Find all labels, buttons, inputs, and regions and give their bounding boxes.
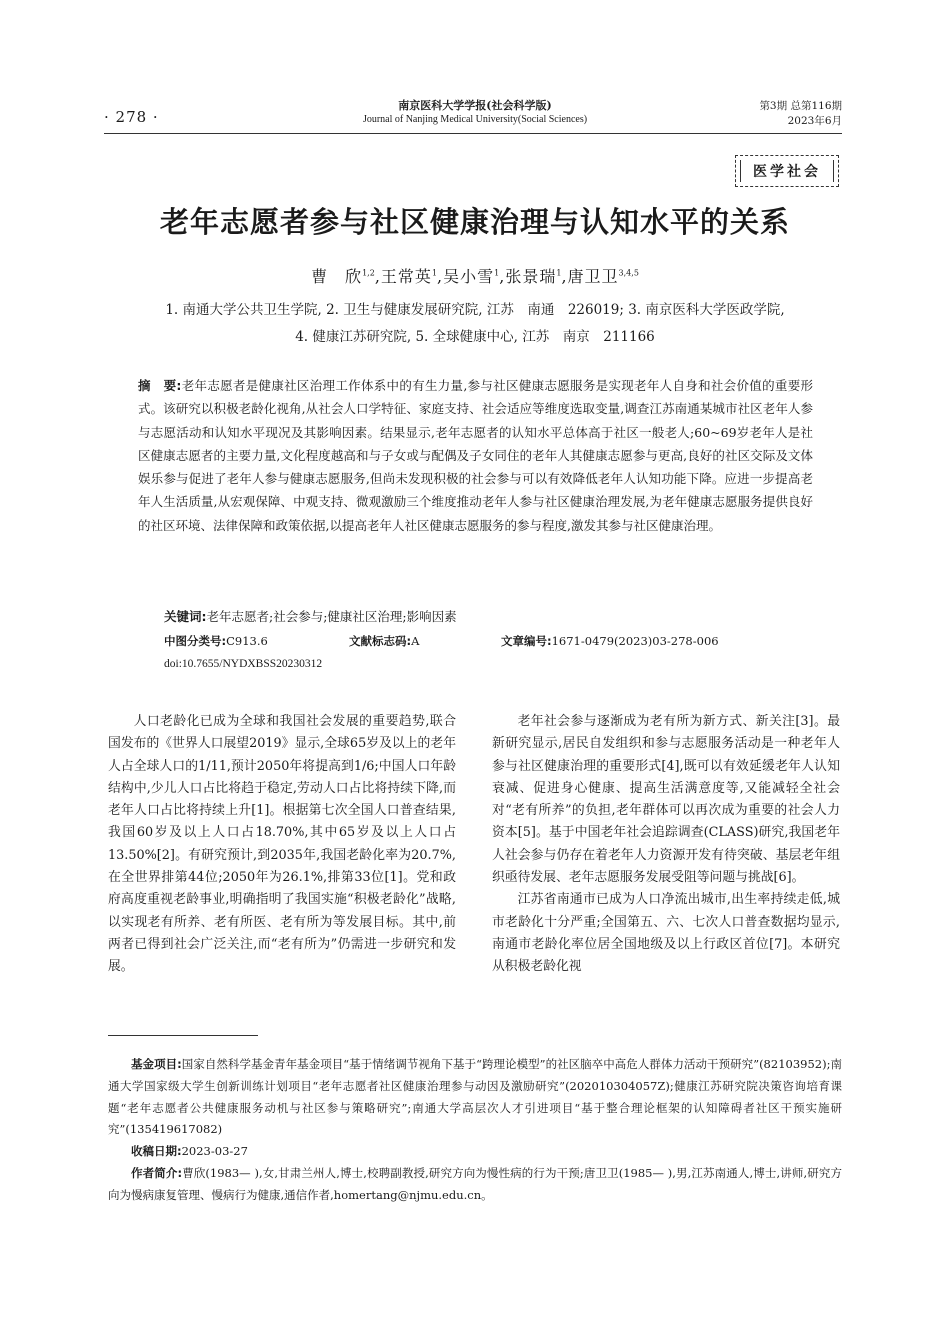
author-affiliation-sup: 1,2 xyxy=(362,268,375,278)
column-tag xyxy=(735,155,839,187)
author-separator: , xyxy=(374,267,381,286)
page-number: · 278 · xyxy=(104,108,159,126)
abstract xyxy=(138,374,813,537)
footnote-rule xyxy=(108,1035,258,1036)
keywords-text: 老年志愿者;社会参与;健康社区治理;影响因素 xyxy=(206,609,457,624)
journal-title-cn: 南京医科大学学报(社会科学版) xyxy=(398,99,552,112)
issue-date: 2023年6月 xyxy=(787,115,842,127)
body-paragraph: 江苏省南通市已成为人口净流出城市,出生率持续走低,城市老龄化十分严重;全国第五、六、七次人口普查数据均显示,南通市老龄化率位居全国地级及以上行政区首位[7]。本研究从积极老龄化视 xyxy=(492,892,840,975)
clc-field xyxy=(164,633,349,649)
author-name: 张景瑞 xyxy=(505,267,557,286)
article-number-label: 文章编号: xyxy=(501,634,552,648)
abstract-label: 摘 要: xyxy=(138,378,182,393)
clc-value: C913.6 xyxy=(226,634,268,648)
column-tag-label: 医学社会 xyxy=(753,164,821,180)
article-title: 老年志愿者参与社区健康治理与认知水平的关系 xyxy=(159,205,790,239)
author-name: 王常英 xyxy=(380,267,432,286)
issue-number: 第3期 总第116期 xyxy=(759,100,842,112)
body-column-right xyxy=(492,711,840,979)
author-bio-text: 曹欣(1983— ),女,甘肃兰州人,博士,校聘副教授,研究方向为慢性病的行为干预;唐卫卫(1985— ),男,江苏南通人,博士,讲师,研究方向为慢病康复管理、慢病行为健康,通信作者,homertang@njmu.edu.cn。 xyxy=(108,1165,842,1202)
author-separator: , xyxy=(437,267,444,286)
fund-note xyxy=(108,1054,842,1141)
clc-label: 中图分类号: xyxy=(164,634,227,648)
received-label: 收稿日期: xyxy=(131,1144,182,1159)
affiliation-line: 1. 南通大学公共卫生学院, 2. 卫生与健康发展研究院, 江苏 南通 226019; 3. 南京医科大学医政学院, xyxy=(165,302,785,318)
doc-code-value: A xyxy=(411,634,420,648)
article-number-field xyxy=(501,633,719,649)
author-separator: , xyxy=(561,267,568,286)
classification-row xyxy=(164,633,814,649)
footnotes xyxy=(108,1054,842,1207)
doc-code-label: 文献标志码: xyxy=(349,634,412,648)
affiliations xyxy=(80,297,870,351)
keywords-label: 关键词: xyxy=(164,609,207,624)
author-name: 唐卫卫 xyxy=(567,267,619,286)
received-note xyxy=(108,1141,842,1163)
journal-title-en: Journal of Nanjing Medical University(Social Sciences) xyxy=(362,114,588,125)
body-paragraph: 老年社会参与逐渐成为老有所为新方式、新关注[3]。最新研究显示,居民自发组织和参与志愿服务活动是一种老年人参与社区健康治理的重要形式[4],既可以有效延缓老年人认知衰减、促进身心健康、提高生活满意度等,又能减轻全社会对“老有所养”的负担,老年群体可以再次成为重要的社会人力资本[5]。基于中国老年社会追踪调查(CLASS)研究,我国老年人社会参与仍存在着老年人力资源开发有待突破、基层老年组织亟待发展、老年志愿服务发展受阻等问题与挑战[6]。 xyxy=(492,714,840,886)
author-name: 曹 欣 xyxy=(311,267,363,286)
body-column-left xyxy=(108,711,456,979)
author-affiliation-sup: 1 xyxy=(556,268,562,278)
abstract-text: 老年志愿者是健康社区治理工作体系中的有生力量,参与社区健康志愿服务是实现老年人自身和社会价值的重要形式。该研究以积极老龄化视角,从社会人口学特征、家庭支持、社会适应等维度选取变量,调查江苏南通某城市社区老年人参与志愿活动和认知水平现况及其影响因素。结果显示,老年志愿者的认知水平总体高于社区一般老人;60~69岁老年人是社区健康志愿者的主要力量,文化程度越高和与子女或与配偶及子女同住的老年人其健康志愿参与更高,良好的社区交际及文体娱乐参与促进了老年人参与健康志愿服务,但尚未发现积极的社会参与可以有效降低老年人认知功能下降。应进一步提高老年人生活质量,从宏观保障、中观支持、微观激励三个维度推动老年人参与社区健康治理发展,为老年健康志愿服务提供良好的社区环境、法律保障和政策依据,以提高老年人社区健康志愿服务的参与程度,激发其参与社区健康治理。 xyxy=(138,378,813,533)
journal-header xyxy=(300,99,650,127)
fund-label: 基金项目: xyxy=(131,1057,182,1071)
doc-code-field xyxy=(349,633,501,649)
affiliation-line: 4. 健康江苏研究院, 5. 全球健康中心, 江苏 南京 211166 xyxy=(295,329,655,345)
author-bio-label: 作者简介: xyxy=(131,1165,183,1180)
author-bio-note xyxy=(108,1163,842,1207)
author-list xyxy=(80,264,870,287)
author-affiliation-sup: 1 xyxy=(494,268,500,278)
issue-info xyxy=(759,99,842,129)
body-paragraph: 人口老龄化已成为全球和我国社会发展的重要趋势,联合国发布的《世界人口展望2019》显示,全球65岁及以上的老年人占全球人口的1/11,预计2050年将提高到1/6;中国人口年龄结构中,少儿人口占比将趋于稳定,劳动人口占比将持续下降,而老年人口占比将持续上升[1]。根据第七次全国人口普查结果,我国60岁及以上人口占18.70%,其中65岁及以上人口占13.50%[2]。有研究预计,到2035年,我国老龄化率为20.7%,在全世界排第44位;2050年为26.1%,排第33位[1]。党和政府高度重视老龄事业,明确指明了我国实施“积极老龄化”战略,以实现老有所养、老有所医、老有所为等发展目标。其中,前两者已得到社会广泛关注,而“老有所为”仍需进一步研究和发展。 xyxy=(108,714,456,975)
author-separator: , xyxy=(499,267,506,286)
author-affiliation-sup: 1 xyxy=(431,268,438,278)
keywords xyxy=(164,607,814,625)
author-name: 吴小雪 xyxy=(443,267,495,286)
author-affiliation-sup: 3,4,5 xyxy=(618,268,639,278)
header-rule xyxy=(104,133,842,134)
article-number-value: 1671-0479(2023)03-278-006 xyxy=(551,634,719,648)
fund-text: 国家自然科学基金青年基金项目“基于情绪调节视角下基于“跨理论模型”的社区脑卒中高危人群体力活动干预研究”(82103952);南通大学国家级大学生创新训练计划项目“老年志愿者社区健康治理参与动因及激励研究”(202010304057Z);健康江苏研究院决策咨询培育课题“老年志愿者公共健康服务动机与社区参与策略研究”;南通大学高层次人才引进项目“基于整合理论框架的认知障碍者社区干预实施研究”(135419617082) xyxy=(108,1057,842,1137)
doi: doi:10.7655/NYDXBSS20230312 xyxy=(164,658,323,670)
received-text: 2023-03-27 xyxy=(181,1144,248,1159)
